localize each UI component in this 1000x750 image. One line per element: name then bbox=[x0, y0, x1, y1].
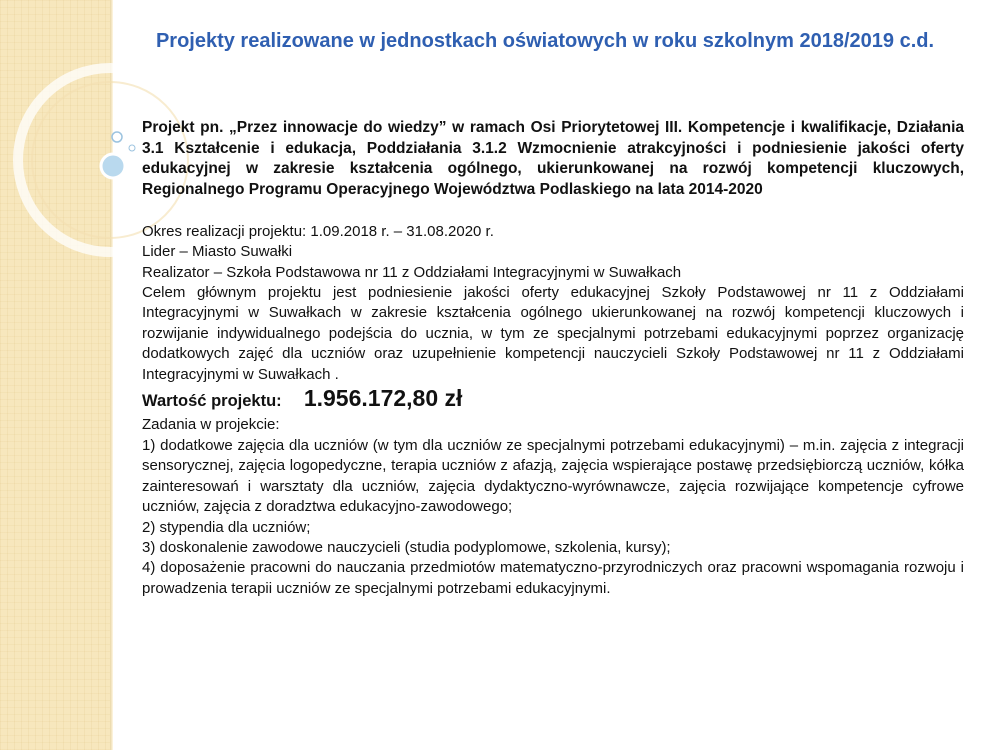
value-label: Wartość projektu: bbox=[142, 392, 282, 411]
project-period: Okres realizacji projektu: 1.09.2018 r. – 31.08.2020 r. bbox=[142, 222, 494, 240]
task-item: 4) doposażenie pracowni do nauczania przedmiotów matematyczno-przyrodniczych oraz pracowni wspomagania rozwoju i prowadzenia terapii uczniów ze specjalnymi potrzebami edukacyjnymi. bbox=[142, 559, 964, 597]
project-value bbox=[142, 385, 964, 412]
project-leader: Lider – Miasto Suwałki bbox=[142, 243, 293, 261]
project-goal: Celem głównym projektu jest podniesienie jakości oferty edukacyjnej Szkoły Podstawowej nr 11 z Oddziałami Integracyjnymi w Suwałkach w zakresie kształcenia ogólnego ukierunkowanej na rozwój kompetencji kluczowych i rozwijanie indywidualnego podejścia do ucznia, w tym ze specjalnymi potrzebami edukacyjnymi poprzez organizację dodatkowych zajęć dla uczniów oraz uzupełnienie kompetencji nauczycieli Szkoły Podstawowej nr 11 z Oddziałami Integracyjnymi w Suwałkach . bbox=[142, 284, 964, 383]
tiny-bubble bbox=[129, 145, 135, 151]
value-amount: 1.956.172,80 zł bbox=[303, 385, 463, 412]
task-item: 3) doskonalenie zawodowe nauczycieli (studia podyplomowe, szkolenia, kursy); bbox=[142, 538, 671, 556]
main-content bbox=[142, 118, 964, 599]
page-title: Projekty realizowane w jednostkach oświatowych w roku szkolnym 2018/2019 c.d. bbox=[155, 30, 935, 52]
tasks-heading: Zadania w projekcie: bbox=[142, 416, 280, 434]
project-heading: Projekt pn. „Przez innowacje do wiedzy” w ramach Osi Priorytetowej III. Kompetencje i kwalifikacje, Działania 3.1 Kształcenie i edukacja, Poddziałania 3.1.2 Wzmocnienie atrakcyjności i podniesienie jakości oferty edukacyjnej w zakresie kształcenia ogólnego, ukierunkowanej na rozwój kompetencji kluczowych, Regionalnego Programu Operacyjnego Województwa Podlaskiego na lata 2014-2020 bbox=[142, 119, 964, 199]
task-item: 2) stypendia dla uczniów; bbox=[142, 518, 311, 536]
task-item: 1) dodatkowe zajęcia dla uczniów (w tym dla uczniów ze specjalnymi potrzebami edukacyjnymi) – m.in. zajęcia z integracji sensorycznej, zajęcia logopedyczne, terapia uczniów z afazją, zajęcia wspierające postawę przedsiębiorczą uczniów, kółka zainteresowań i warsztaty dla uczniów, zajęcia dydaktyczno-wyrównawcze, zajęcia rozwijające kompetencje cyfrowe uczniów, zajęcia z doradztwa edukacyjno-zawodowego; bbox=[142, 436, 964, 516]
small-bubble bbox=[112, 132, 122, 142]
blue-bubble bbox=[101, 154, 125, 178]
project-implementer: Realizator – Szkoła Podstawowa nr 11 z Oddziałami Integracyjnymi w Suwałkach bbox=[142, 263, 682, 281]
